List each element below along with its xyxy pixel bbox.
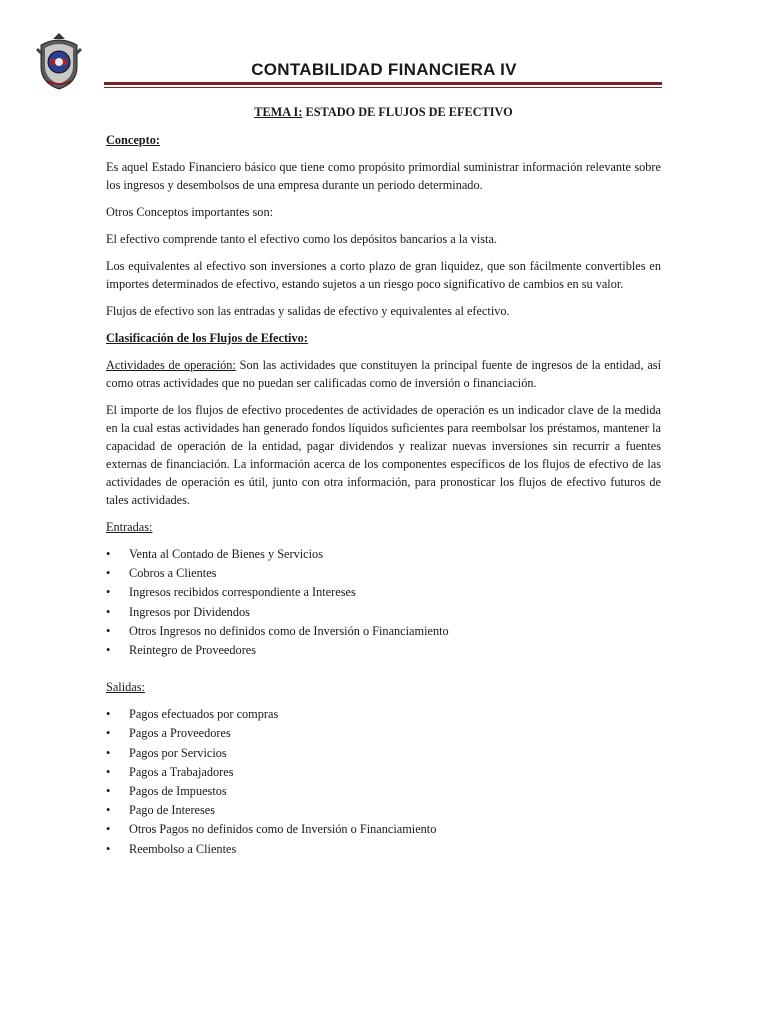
- list-item: • Ingresos recibidos correspondiente a Intereses: [106, 583, 661, 602]
- document-body: [106, 103, 661, 868]
- bullet-icon: •: [106, 566, 111, 581]
- entradas-list: [106, 545, 661, 660]
- list-item: • Ingresos por Dividendos: [106, 603, 661, 622]
- list-item: • Pagos a Proveedores: [106, 724, 661, 743]
- equivalentes-paragraph: Los equivalentes al efectivo son inversiones a corto plazo de gran liquidez, que son fácilmente convertibles en importes determinados de efectivo, estando sujetos a un riesgo poco significativo de cambios en su valor.: [106, 259, 661, 291]
- list-item: • Pagos por Servicios: [106, 744, 661, 763]
- tema-heading: [106, 103, 661, 121]
- entradas-heading: Entradas:: [106, 520, 153, 534]
- flujos-paragraph: Flujos de efectivo son las entradas y salidas de efectivo y equivalentes al efectivo.: [106, 304, 510, 318]
- concepto-paragraph: Es aquel Estado Financiero básico que tiene como propósito primordial suministrar información relevante sobre los ingresos y desembolsos de una empresa durante un periodo determinado.: [106, 160, 661, 192]
- list-item: • Reintegro de Proveedores: [106, 641, 661, 660]
- tema-title: ESTADO DE FLUJOS DE EFECTIVO: [302, 105, 513, 119]
- operacion-paragraph: [106, 356, 661, 392]
- bullet-icon: •: [106, 841, 111, 856]
- title-rule-thin: [104, 87, 662, 88]
- bullet-icon: •: [106, 707, 111, 722]
- list-item: • Cobros a Clientes: [106, 564, 661, 583]
- efectivo-paragraph: El efectivo comprende tanto el efectivo como los depósitos bancarios a la vista.: [106, 232, 497, 246]
- bullet-icon: •: [106, 604, 111, 619]
- page-title: CONTABILIDAD FINANCIERA IV: [251, 60, 517, 79]
- list-item: • Pago de Intereses: [106, 801, 661, 820]
- bullet-icon: •: [106, 623, 111, 638]
- bullet-icon: •: [106, 643, 111, 658]
- list-item: • Venta al Contado de Bienes y Servicios: [106, 545, 661, 564]
- list-item: • Otros Pagos no definidos como de Inversión o Financiamiento: [106, 820, 661, 839]
- bullet-icon: •: [106, 585, 111, 600]
- list-item: • Pagos a Trabajadores: [106, 763, 661, 782]
- operacion-label: Actividades de operación:: [106, 358, 236, 372]
- otros-intro: Otros Conceptos importantes son:: [106, 205, 274, 219]
- tema-label: TEMA I:: [254, 105, 303, 119]
- bullet-icon: •: [106, 764, 111, 779]
- bullet-icon: •: [106, 784, 111, 799]
- operacion-text: Son las actividades que constituyen la principal fuente de ingresos de la entidad, así como otras actividades que no puedan ser calificadas como de inversión o financiación.: [106, 358, 661, 390]
- list-item: • Pagos de Impuestos: [106, 782, 661, 801]
- bullet-icon: •: [106, 822, 111, 837]
- list-item: • Pagos efectuados por compras: [106, 705, 661, 724]
- bullet-icon: •: [106, 745, 111, 760]
- bullet-icon: •: [106, 803, 111, 818]
- importe-paragraph: El importe de los flujos de efectivo procedentes de actividades de operación es un indicador clave de la medida en la cual estas actividades han generado fondos líquidos suficientes para reembolsar los préstamos, mantener la capacidad de operación de la entidad, pagar dividendos y realizar nuevas inversiones sin recurrir a fuentes externas de financiación. La información acerca de los componentes específicos de los flujos de efectivo de las actividades de operación es útil, junto con otra información, para pronosticar los flujos de efectivo futuros de tales actividades.: [106, 403, 661, 507]
- salidas-heading: Salidas:: [106, 680, 145, 695]
- list-item: • Reembolso a Clientes: [106, 840, 661, 859]
- concepto-heading: Concepto:: [106, 133, 160, 147]
- salidas-list: [106, 705, 661, 859]
- bullet-icon: •: [106, 547, 111, 561]
- list-item: • Otros Ingresos no definidos como de Inversión o Financiamiento: [106, 622, 661, 641]
- bullet-icon: •: [106, 726, 111, 741]
- title-rule-thick: [104, 82, 662, 85]
- clasificacion-heading: Clasificación de los Flujos de Efectivo:: [106, 331, 308, 345]
